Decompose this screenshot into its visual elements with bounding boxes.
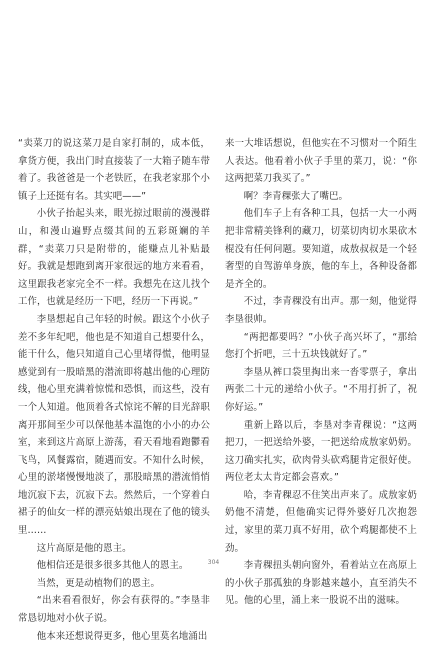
paragraph: 重新上路以后，李垦对李青稞说：“这两把刀，一把送给外婆，一把送给成敖家奶奶。这刀确实扎实，砍肉骨头砍鸡腿肯定很好使。两位老太太肯定都会喜欢。” xyxy=(225,419,417,484)
left-column xyxy=(18,135,210,645)
paragraph: “卖菜刀的说这菜刀是自家打制的，成本低，拿货方便，我出门时直接装了一大箱子随车带着了。我爸爸是一个老铁匠，在我老家那个小镇子上还挺有名。其实吧——” xyxy=(18,138,210,202)
paragraph: 他们车子上有各种工具，包括一大一小两把非常精美锋利的藏刀，切菜切肉切水果砍木棍没有任何问题。要知道，成敖叔叔是一个轻奢型的自驾游单身族，他的车上，各种设备都是齐全的。 xyxy=(225,208,417,290)
paragraph: 不过，李青稞没有出声。那一刻，他觉得李垦很帅。 xyxy=(225,296,417,325)
right-column xyxy=(225,135,417,610)
paragraph: 啊？李青稞张大了嘴巴。 xyxy=(243,190,349,202)
paragraph: “两把都要吗？”小伙子高兴坏了，“那给您打个折吧，三十五块钱就好了。” xyxy=(225,331,417,361)
paragraph: 他本来还想说得更多，他心里莫名地涌出 xyxy=(36,630,208,642)
paragraph: 小伙子抬起头来，眼光掠过眼前的漫漫群山，和漫山遍野点缀其间的五彩斑斓的羊群，“卖菜刀只是附带的，能赚点儿补贴最好。我就是想跑到离开家很远的地方来看看，这里跟我老家完全不一样。我想先在这儿找个工作，也就是经历一下吧，经历一下再说。” xyxy=(18,208,210,308)
paragraph: “出来看看很好，你会有获得的。”李垦非常恳切地对小伙子说。 xyxy=(18,595,210,625)
paragraph: 哈，李青稞忍不住笑出声来了。成敖家奶奶他不清楚，但他确实记得外婆好几次抱怨过，家里的菜刀真不好用，砍个鸡腿都使不上劲。 xyxy=(225,489,417,554)
paragraph: 他相信还是很多很多其他人的恩主。 xyxy=(36,560,189,572)
paragraph: 来一大堆话想说，但他实在不习惯对一个陌生人表达。他看着小伙子手里的菜刀，说：“你这两把菜刀我买了。” xyxy=(225,138,417,185)
paragraph: 李垦想起自己年轻的时候。跟这个小伙子差不多年纪吧，他也是不知道自己想要什么，能干什么，他只知道自己心里堵得慌，他明显感觉到有一股暗黑的潜流即将越出他的心理防线，他心里充满着惊慌和恐惧，而这些，没有一个人知道。他顶着各式惊诧不解的目光辞职离开那间至少可以保他基本温饱的小小的办公室，来到这片高原上游荡，看天看地看跑鬱看飞鸟，风餐露宿，随遇而安。不知什么时候，心里的淤堵慢慢地淡了，那股暗黑的潜流悄悄地沉寂下去，沉寂下去。然然后，一个穿着白裙子的仙女一样的漂亮姑娘出现在了他的镜头里…… xyxy=(18,313,210,537)
paragraph: 李青稞扭头朝向窗外，看着站立在高原上的小伙子那孤独的身影越来越小，直至消失不见。他的心里，涌上来一股说不出的滋味。 xyxy=(225,560,417,607)
page-number: 304 xyxy=(207,559,220,566)
paragraph: 这片高原是他的恩主。 xyxy=(36,542,132,554)
paragraph: 李垦从裤口袋里掏出来一沓零票子，拿出两张二十元的递给小伙子。“不用打折了，祝你好运。” xyxy=(225,366,417,413)
paragraph: 当然，更是动植物们的恩主。 xyxy=(36,577,160,589)
